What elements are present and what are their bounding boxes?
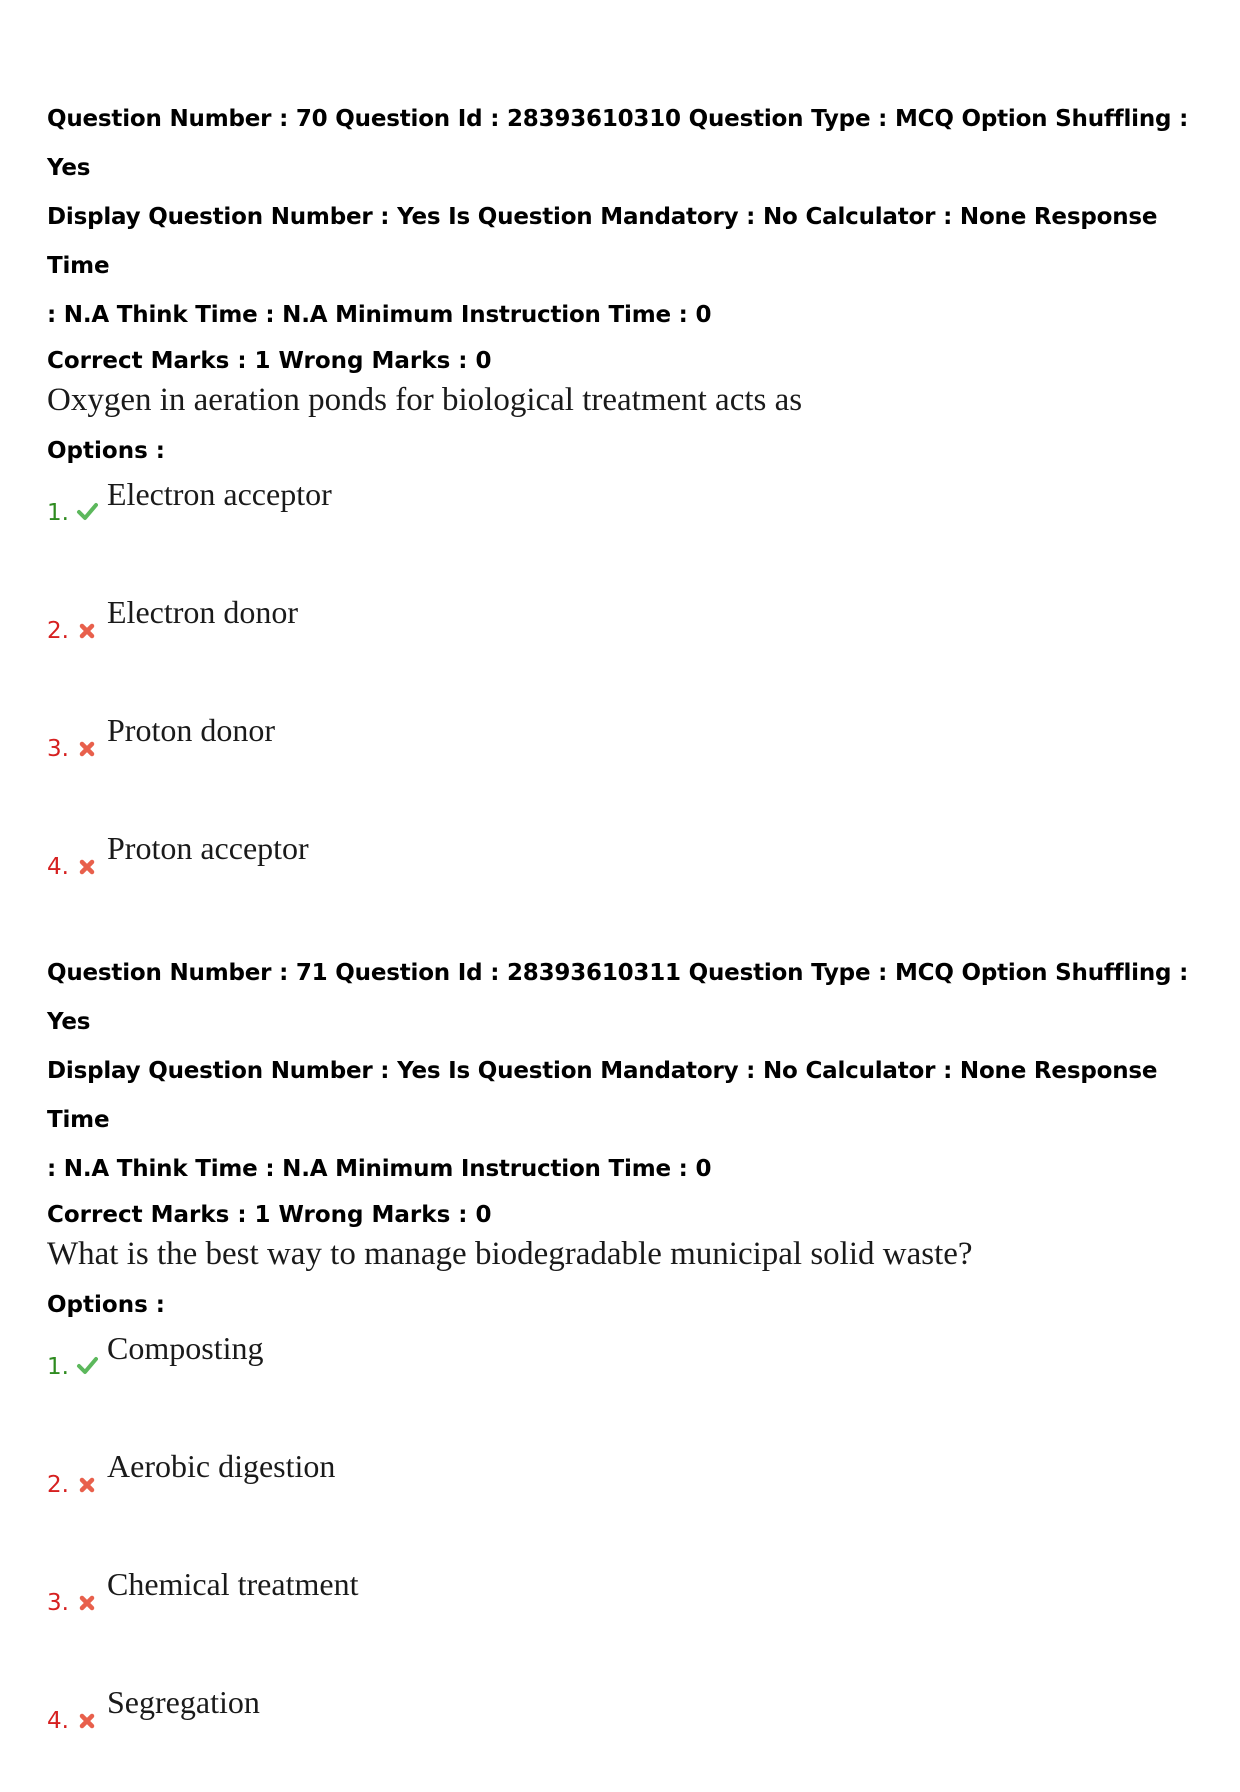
option-number: 3.: [47, 736, 69, 762]
option-number: 1.: [47, 1354, 69, 1380]
question-text: Oxygen in aeration ponds for biological treatment acts as: [47, 382, 803, 418]
option-text: Segregation: [107, 1684, 260, 1720]
check-icon: [76, 500, 98, 522]
option-number: 4.: [47, 854, 69, 880]
option-item: [47, 1674, 1207, 1792]
option-number: 4.: [47, 1708, 69, 1734]
question-meta-line: Question Number : 70 Question Id : 28393610310 Question Type : MCQ Option Shuffling : Yes: [47, 106, 1189, 181]
option-text: Aerobic digestion: [107, 1448, 336, 1484]
question-meta-line: Question Number : 71 Question Id : 28393610311 Question Type : MCQ Option Shuffling : Yes: [47, 960, 1189, 1035]
question-block: [47, 949, 1207, 1792]
option-item: [47, 584, 1207, 702]
question-block: [47, 95, 1207, 938]
option-text: Composting: [107, 1330, 264, 1366]
option-item: [47, 820, 1207, 938]
cross-icon: [76, 618, 98, 640]
options-label: Options :: [47, 438, 165, 464]
question-marks: Correct Marks : 1 Wrong Marks : 0: [47, 348, 492, 374]
question-marks: Correct Marks : 1 Wrong Marks : 0: [47, 1202, 492, 1228]
option-item: [47, 1556, 1207, 1674]
cross-icon: [76, 1708, 98, 1730]
options-label: Options :: [47, 1292, 165, 1318]
option-text: Proton acceptor: [107, 830, 309, 866]
option-text: Proton donor: [107, 712, 275, 748]
cross-icon: [76, 854, 98, 876]
option-text: Electron donor: [107, 594, 299, 630]
cross-icon: [76, 1472, 98, 1494]
option-number: 2.: [47, 618, 69, 644]
option-item: [47, 1438, 1207, 1556]
question-meta-line: Display Question Number : Yes Is Question Mandatory : No Calculator : None Response Time: [47, 204, 1158, 279]
option-number: 1.: [47, 500, 69, 526]
question-meta-line: Display Question Number : Yes Is Question Mandatory : No Calculator : None Response Time: [47, 1058, 1158, 1133]
option-number: 2.: [47, 1472, 69, 1498]
option-item: [47, 466, 1207, 584]
option-text: Electron acceptor: [107, 476, 332, 512]
question-meta-line: : N.A Think Time : N.A Minimum Instruction Time : 0: [47, 1156, 712, 1182]
question-meta-line: : N.A Think Time : N.A Minimum Instruction Time : 0: [47, 302, 712, 328]
check-icon: [76, 1354, 98, 1376]
cross-icon: [76, 736, 98, 758]
question-text: What is the best way to manage biodegradable municipal solid waste?: [47, 1236, 973, 1272]
option-item: [47, 702, 1207, 820]
option-item: [47, 1320, 1207, 1438]
option-text: Chemical treatment: [107, 1566, 359, 1602]
option-number: 3.: [47, 1590, 69, 1616]
cross-icon: [76, 1590, 98, 1612]
